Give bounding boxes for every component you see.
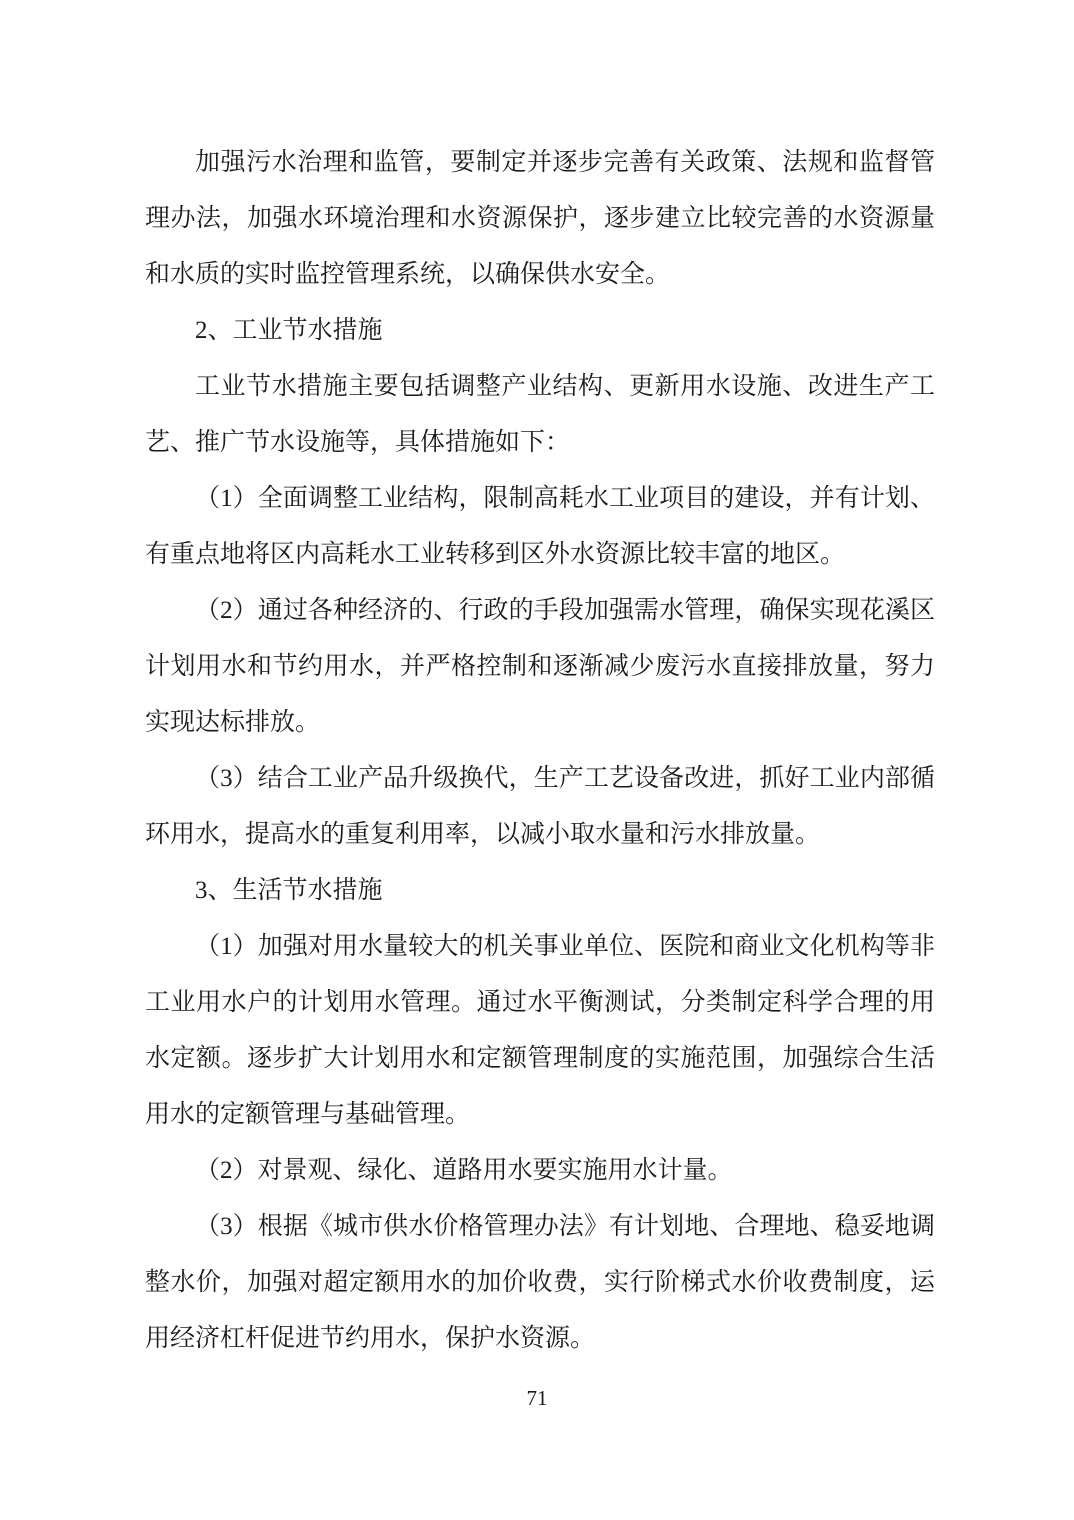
paragraph-sewage-control: 加强污水治理和监管，要制定并逐步完善有关政策、法规和监督管理办法，加强水环境治理和水资源保护，逐步建立比较完善的水资源量和水质的实时监控管理系统，以确保供水安全。	[145, 149, 935, 288]
page-number: 71	[526, 1386, 548, 1410]
paragraph-domestic-item-2: （2）对景观、绿化、道路用水要实施用水计量。	[195, 1157, 733, 1184]
paragraph-industrial-item-3: （3）结合工业产品升级换代，生产工艺设备改进，抓好工业内部循环用水，提高水的重复利用率，以减小取水量和污水排放量。	[145, 765, 935, 848]
paragraph-domestic-item-1: （1）加强对用水量较大的机关事业单位、医院和商业文化机构等非工业用水户的计划用水管理。通过水平衡测试，分类制定科学合理的用水定额。逐步扩大计划用水和定额管理制度的实施范围，加强综合生活用水的定额管理与基础管理。	[145, 933, 935, 1128]
heading-domestic-water-saving: 3、生活节水措施	[195, 877, 383, 904]
paragraph-industrial-item-1: （1）全面调整工业结构，限制高耗水工业项目的建设，并有计划、有重点地将区内高耗水工业转移到区外水资源比较丰富的地区。	[145, 485, 935, 568]
paragraph-industrial-overview: 工业节水措施主要包括调整产业结构、更新用水设施、改进生产工艺、推广节水设施等，具体措施如下：	[145, 373, 935, 456]
heading-industrial-water-saving: 2、工业节水措施	[195, 317, 383, 344]
page-footer	[0, 1384, 1074, 1412]
document-body	[145, 135, 935, 1367]
paragraph-industrial-item-2: （2）通过各种经济的、行政的手段加强需水管理，确保实现花溪区计划用水和节约用水，并严格控制和逐渐减少废污水直接排放量，努力实现达标排放。	[145, 597, 935, 736]
paragraph-domestic-item-3: （3）根据《城市供水价格管理办法》有计划地、合理地、稳妥地调整水价，加强对超定额用水的加价收费，实行阶梯式水价收费制度，运用经济杠杆促进节约用水，保护水资源。	[145, 1213, 935, 1352]
